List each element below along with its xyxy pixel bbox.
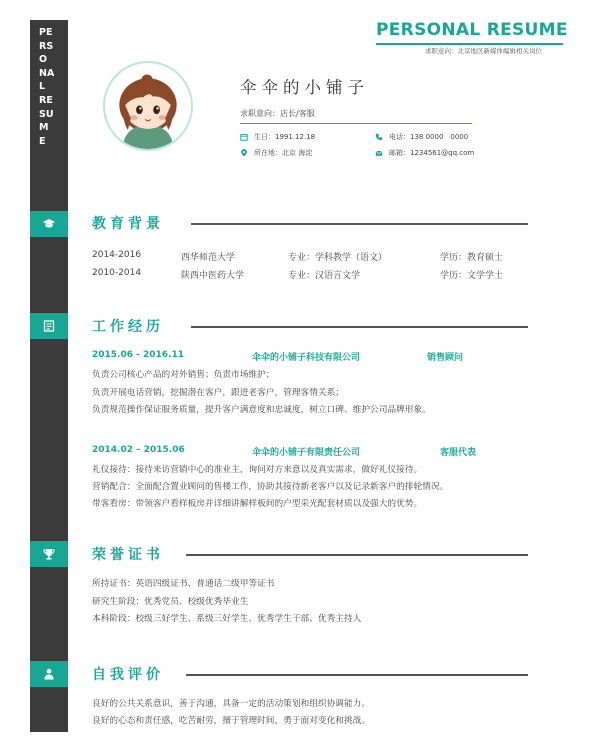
- intent-underline: [240, 123, 472, 124]
- self-section-title: 自我评价: [92, 667, 164, 683]
- email-text: 邮箱：1234561@qq.com: [389, 149, 475, 157]
- sidebar-letter: SU: [39, 108, 54, 120]
- honor-line: 所持证书：英语四级证书、普通话二级甲等证书: [92, 579, 275, 589]
- sidebar-vertical-title: [30, 26, 68, 148]
- notebook-icon: [42, 319, 56, 333]
- resume-header-title: PERSONAL RESUME: [376, 20, 568, 40]
- honor-line: 本科阶段：校级三好学生、系级三好学生、优秀学生干部、优秀主持人: [92, 614, 362, 624]
- candidate-name: 伞伞的小铺子: [240, 78, 369, 97]
- honor-line: 研究生阶段：优秀党员、校级优秀毕业生: [92, 597, 249, 607]
- edu-degree: 学历：文学学士: [440, 271, 504, 281]
- job-duty-line: 礼仪接待：接待来访营销中心的准业主，询问对方来意以及真实需求，做好礼仪接待。: [92, 465, 423, 475]
- email-info: [375, 148, 474, 158]
- edu-school: 西华师范大学: [181, 253, 236, 263]
- job-duty-line: 带客看房：带领客户看样板房并详细讲解样板间的户型采光配套材质以及强大的优势。: [92, 499, 423, 509]
- edu-degree: 学历：教育硕士: [440, 253, 504, 263]
- work-section-title: 工作经历: [92, 319, 164, 335]
- header-subtitle: 求职意向：北京地区新媒体编辑相关岗位: [425, 47, 542, 55]
- sidebar-letter: RE: [39, 94, 53, 106]
- self-eval-line: 良好的公共关系意识，善于沟通，具备一定的活动策划和组织协调能力。: [92, 699, 370, 709]
- education-section-title: 教育背景: [92, 216, 164, 232]
- job-period: 2015.06 - 2016.11: [92, 350, 184, 360]
- avatar: [103, 61, 193, 151]
- left-sidebar: [30, 20, 68, 732]
- birthday-info: [240, 132, 315, 142]
- sidebar-letter: PE: [39, 27, 53, 38]
- self-eval-line: 良好的心态和责任感，吃苦耐劳，擅于管理时间，勇于面对变化和挑战。: [92, 716, 370, 726]
- edu-major: 专业：学科教学（语文）: [288, 253, 388, 263]
- location-pin-icon: [240, 149, 248, 157]
- person-icon: [42, 667, 56, 681]
- edu-school: 陕西中医药大学: [181, 271, 245, 281]
- job-period: 2014.02 – 2015.06: [92, 445, 185, 455]
- education-section-marker: [30, 211, 68, 237]
- honors-section-marker: [30, 541, 68, 567]
- job-duty-line: 负责规范操作保证服务质量，提升客户满意度和忠诚度，树立口碑、维护公司品牌形象。: [92, 405, 431, 415]
- job-role: 客服代表: [440, 448, 477, 458]
- job-role: 销售顾问: [427, 353, 464, 363]
- cartoon-girl-icon: [105, 63, 191, 149]
- job-duty-line: 营销配合：全面配合置业顾问的售楼工作，协助其接待新老客户以及记录新客户的排轮情况。: [92, 482, 449, 492]
- trophy-icon: [42, 547, 56, 561]
- self-divider: [186, 674, 528, 676]
- job-company: 伞伞的小铺子科技有限公司: [252, 353, 361, 363]
- edu-period: 2010-2014: [92, 268, 142, 278]
- work-section-marker: [30, 313, 68, 339]
- graduation-cap-icon: [42, 217, 56, 231]
- job-company: 伞伞的小铺子有限责任公司: [252, 448, 361, 458]
- phone-text: 电话：138 0000 0000: [389, 133, 469, 141]
- education-divider: [191, 223, 528, 225]
- job-duty-line: 负责开展电话营销，挖掘潜在客户，跟进老客户，管理客情关系；: [92, 388, 344, 398]
- edu-period: 2014-2016: [92, 250, 142, 260]
- header-underline: [376, 43, 563, 45]
- job-duty-line: 负责公司核心产品的对外销售；负责市场维护；: [92, 370, 275, 380]
- phone-icon: [375, 133, 383, 141]
- work-divider: [191, 326, 528, 328]
- sidebar-letter: O: [39, 54, 48, 66]
- location-text: 所在地：北京 海淀: [254, 149, 313, 157]
- mail-icon: [375, 149, 383, 157]
- phone-info: [375, 132, 468, 142]
- job-intent: 求职意向：店长/客服: [240, 109, 315, 118]
- sidebar-letter: L: [39, 81, 46, 93]
- sidebar-letter: RS: [39, 40, 54, 52]
- honors-divider: [186, 554, 528, 556]
- birthday-text: 生日：1991.12.18: [254, 133, 316, 141]
- location-info: [240, 148, 312, 158]
- edu-major: 专业：汉语言文学: [288, 271, 361, 281]
- self-section-marker: [30, 661, 68, 687]
- sidebar-letter: NA: [39, 67, 55, 79]
- calendar-icon: [240, 133, 248, 141]
- sidebar-letter: E: [39, 135, 46, 147]
- sidebar-letter: M: [39, 122, 49, 134]
- honors-section-title: 荣誉证书: [92, 547, 164, 563]
